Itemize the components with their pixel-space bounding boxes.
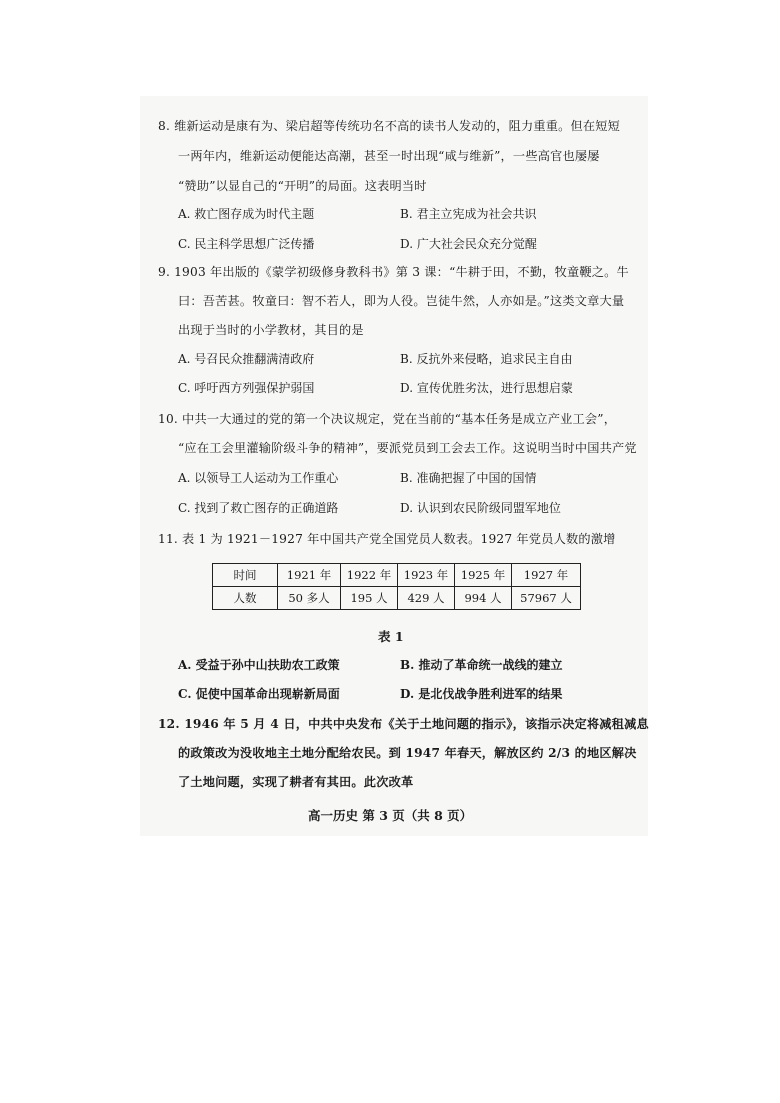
q9-line-3: 出现于当时的小学教材，其目的是 [178, 323, 364, 337]
table-cell: 人数 [213, 587, 278, 610]
q10-option-d: D. 认识到农民阶级同盟军地位 [400, 501, 561, 515]
table-cell: 1923 年 [398, 564, 455, 587]
q10-option-a: A. 以领导工人运动为工作重心 [178, 471, 339, 485]
party-membership-table [212, 563, 581, 610]
table-cell: 195 人 [341, 587, 398, 610]
q9-option-b: B. 反抗外来侵略，追求民主自由 [400, 352, 573, 366]
q8-line-1: 8. 维新运动是康有为、梁启超等传统功名不高的读书人发动的，阻力重重。但在短短 [158, 119, 621, 133]
q12-line-2: 的政策改为没收地主土地分配给农民。到 1947 年春天，解放区约 2/3 的地区解决 [178, 746, 637, 760]
q9-option-a: A. 号召民众推翻满清政府 [178, 352, 315, 366]
table-cell: 429 人 [398, 587, 455, 610]
table-header-row [213, 564, 581, 587]
table-row [213, 587, 581, 610]
q9-option-c: C. 呼吁西方列强保护弱国 [178, 381, 315, 395]
q11-line-1: 11. 表 1 为 1921－1927 年中国共产党全国党员人数表。1927 年党员人数的激增 [158, 532, 616, 546]
q12-line-1: 12. 1946 年 5 月 4 日，中共中央发布《关于土地问题的指示》，该指示决定将减租减息 [158, 717, 649, 731]
table-cell: 1927 年 [512, 564, 581, 587]
table-cell: 50 多人 [278, 587, 341, 610]
q9-option-d: D. 宣传优胜劣汰，进行思想启蒙 [400, 381, 573, 395]
q9-line-2: 曰：吾苦甚。牧童曰：智不若人，即为人役。岂徒牛然，人亦如是。”这类文章大量 [178, 294, 625, 308]
q8-line-3: “赞助”以显自己的“开明”的局面。这表明当时 [178, 179, 427, 193]
q10-line-1: 10. 中共一大通过的党的第一个决议规定，党在当前的“基本任务是成立产业工会”， [158, 412, 617, 426]
q8-option-d: D. 广大社会民众充分觉醒 [400, 237, 537, 251]
q9-line-1: 9. 1903 年出版的《蒙学初级修身教科书》第 3 课：“牛耕于田，不勤，牧童鞭之。牛 [158, 265, 629, 279]
table-cell: 时间 [213, 564, 278, 587]
q8-option-c: C. 民主科学思想广泛传播 [178, 237, 315, 251]
q12-line-3: 了土地问题，实现了耕者有其田。此次改革 [178, 775, 414, 789]
q8-line-2: 一两年内，维新运动便能达高潮，甚至一时出现“咸与维新”，一些高官也屡屡 [178, 149, 600, 163]
table-cell: 57967 人 [512, 587, 581, 610]
table-cell: 1925 年 [455, 564, 512, 587]
q10-option-c: C. 找到了救亡图存的正确道路 [178, 501, 339, 515]
table-cell: 1922 年 [341, 564, 398, 587]
page-footer: 高一历史 第 3 页（共 8 页） [308, 808, 473, 823]
q8-option-a: A. 救亡图存成为时代主题 [178, 207, 315, 221]
q11-option-d: D. 是北伐战争胜利进军的结果 [400, 687, 563, 701]
q10-option-b: B. 准确把握了中国的国情 [400, 471, 537, 485]
q11-option-b: B. 推动了革命统一战线的建立 [400, 658, 563, 672]
table-cell: 994 人 [455, 587, 512, 610]
q10-line-2: “应在工会里灌输阶级斗争的精神”，要派党员到工会去工作。这说明当时中国共产党 [178, 441, 637, 455]
table-caption: 表 1 [378, 629, 404, 644]
table-cell: 1921 年 [278, 564, 341, 587]
q11-option-a: A. 受益于孙中山扶助农工政策 [178, 658, 340, 672]
q8-option-b: B. 君主立宪成为社会共识 [400, 207, 537, 221]
q11-option-c: C. 促使中国革命出现崭新局面 [178, 687, 340, 701]
